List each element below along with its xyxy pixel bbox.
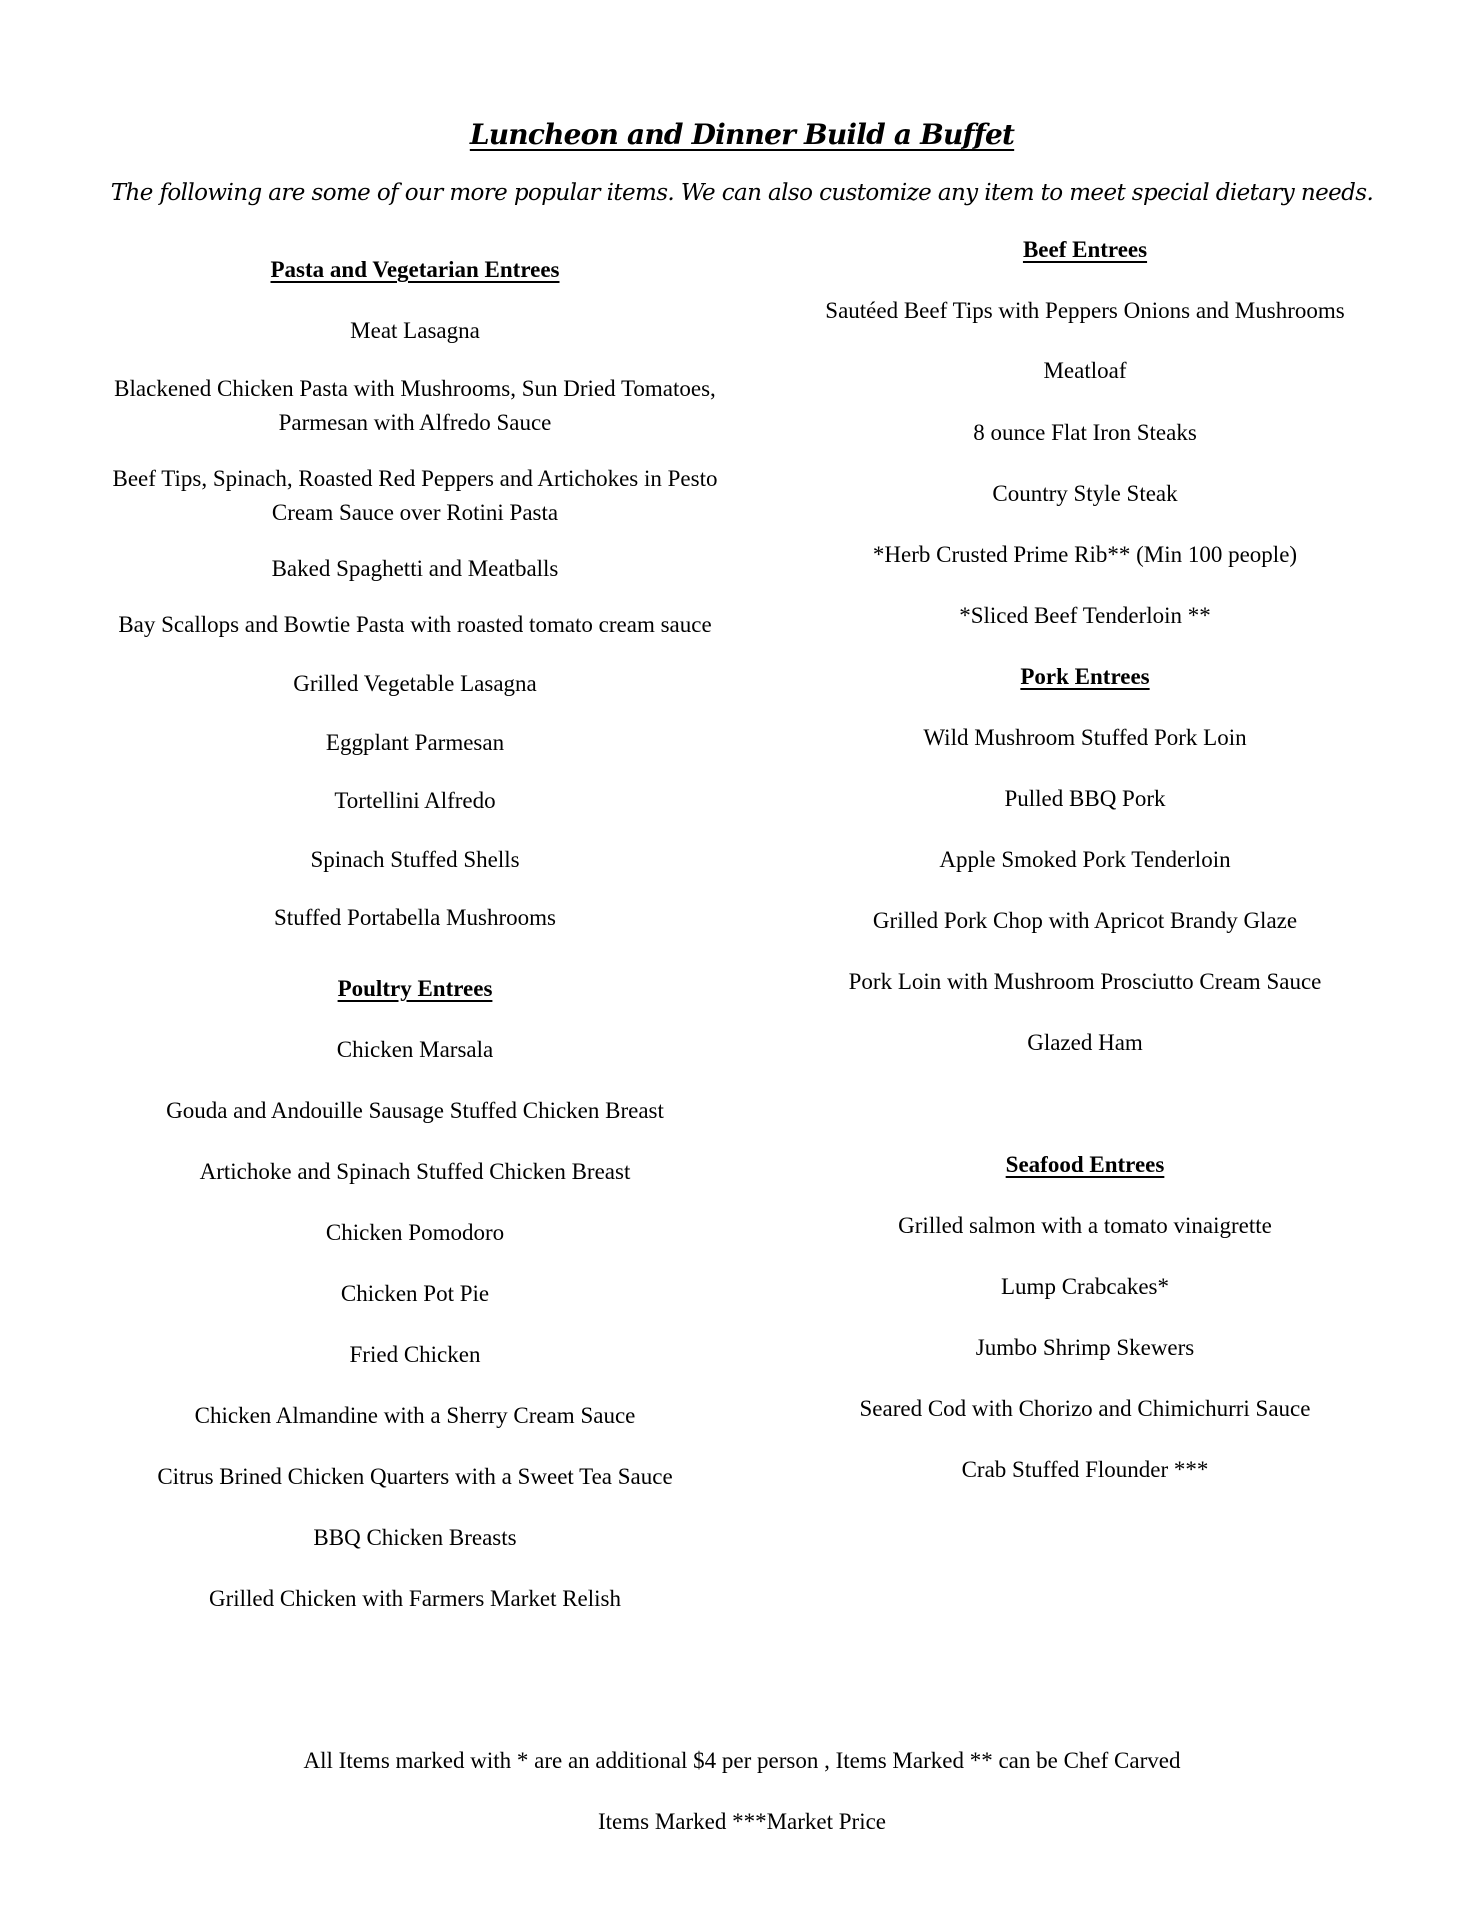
menu-item: Wild Mushroom Stuffed Pork Loin: [923, 725, 1247, 750]
menu-item: Country Style Steak: [992, 481, 1178, 506]
left-column: [100, 0, 730, 1920]
menu-item: Chicken Pot Pie: [340, 1281, 490, 1306]
menu-item: Chicken Marsala: [336, 1037, 494, 1062]
menu-item: Citrus Brined Chicken Quarters with a Sweet Tea Sauce: [157, 1464, 673, 1489]
menu-item: Grilled Pork Chop with Apricot Brandy Glaze: [872, 908, 1298, 933]
menu-item: Eggplant Parmesan: [325, 730, 505, 755]
seafood-section-heading: Seafood Entrees: [1005, 1152, 1165, 1177]
menu-item: *Herb Crusted Prime Rib** (Min 100 people): [872, 542, 1298, 567]
menu-item: Seared Cod with Chorizo and Chimichurri Sauce: [859, 1396, 1311, 1421]
right-column: [790, 0, 1380, 1920]
menu-item: Spinach Stuffed Shells: [310, 847, 520, 872]
menu-item: Glazed Ham: [1027, 1030, 1143, 1055]
footer-note-market-price: Items Marked ***Market Price: [597, 1809, 887, 1834]
menu-item: Chicken Almandine with a Sherry Cream Sauce: [194, 1403, 636, 1428]
menu-item: Grilled Chicken with Farmers Market Relish: [208, 1586, 621, 1611]
menu-item: Jumbo Shrimp Skewers: [975, 1335, 1195, 1360]
menu-item: 8 ounce Flat Iron Steaks: [973, 420, 1197, 445]
menu-item: Tortellini Alfredo: [334, 788, 496, 813]
menu-item: Sautéed Beef Tips with Peppers Onions and Mushrooms: [825, 298, 1345, 323]
menu-item: Artichoke and Spinach Stuffed Chicken Breast: [199, 1159, 631, 1184]
menu-item: Meat Lasagna: [350, 318, 480, 343]
menu-item: Beef Tips, Spinach, Roasted Red Peppers and Artichokes in Pesto Cream Sauce over Rotini Pasta: [112, 466, 718, 525]
menu-item: Apple Smoked Pork Tenderloin: [939, 847, 1231, 872]
menu-item: Pork Loin with Mushroom Prosciutto Cream Sauce: [848, 969, 1322, 994]
footer-note-surcharge: All Items marked with * are an additional $4 per person , Items Marked ** can be Chef Carved: [303, 1748, 1181, 1773]
poultry-section-heading: Poultry Entrees: [337, 976, 493, 1001]
pasta-section-heading: Pasta and Vegetarian Entrees: [270, 257, 560, 282]
menu-item: Chicken Pomodoro: [325, 1220, 505, 1245]
pork-section-heading: Pork Entrees: [1020, 664, 1150, 689]
menu-item: Fried Chicken: [349, 1342, 481, 1367]
menu-item: Baked Spaghetti and Meatballs: [271, 556, 559, 581]
menu-item: Grilled salmon with a tomato vinaigrette: [898, 1213, 1272, 1238]
menu-item: Crab Stuffed Flounder ***: [961, 1457, 1209, 1482]
menu-item: Grilled Vegetable Lasagna: [293, 671, 537, 696]
menu-item: BBQ Chicken Breasts: [313, 1525, 517, 1550]
menu-item: Lump Crabcakes*: [1001, 1274, 1169, 1299]
beef-section-heading: Beef Entrees: [1022, 237, 1148, 262]
menu-item: Pulled BBQ Pork: [1004, 786, 1166, 811]
menu-item: *Sliced Beef Tenderloin **: [959, 603, 1211, 628]
menu-item: Blackened Chicken Pasta with Mushrooms, Sun Dried Tomatoes, Parmesan with Alfredo Sauce: [114, 376, 716, 435]
menu-item: Meatloaf: [1043, 358, 1127, 383]
menu-item: Stuffed Portabella Mushrooms: [274, 905, 556, 930]
page-title: Luncheon and Dinner Build a Buffet: [469, 118, 1015, 151]
menu-item: Gouda and Andouille Sausage Stuffed Chicken Breast: [166, 1098, 664, 1123]
page-subtitle: The following are some of our more popular items. We can also customize any item to meet special dietary needs.: [110, 180, 1374, 206]
menu-item: Bay Scallops and Bowtie Pasta with roasted tomato cream sauce: [118, 612, 712, 637]
